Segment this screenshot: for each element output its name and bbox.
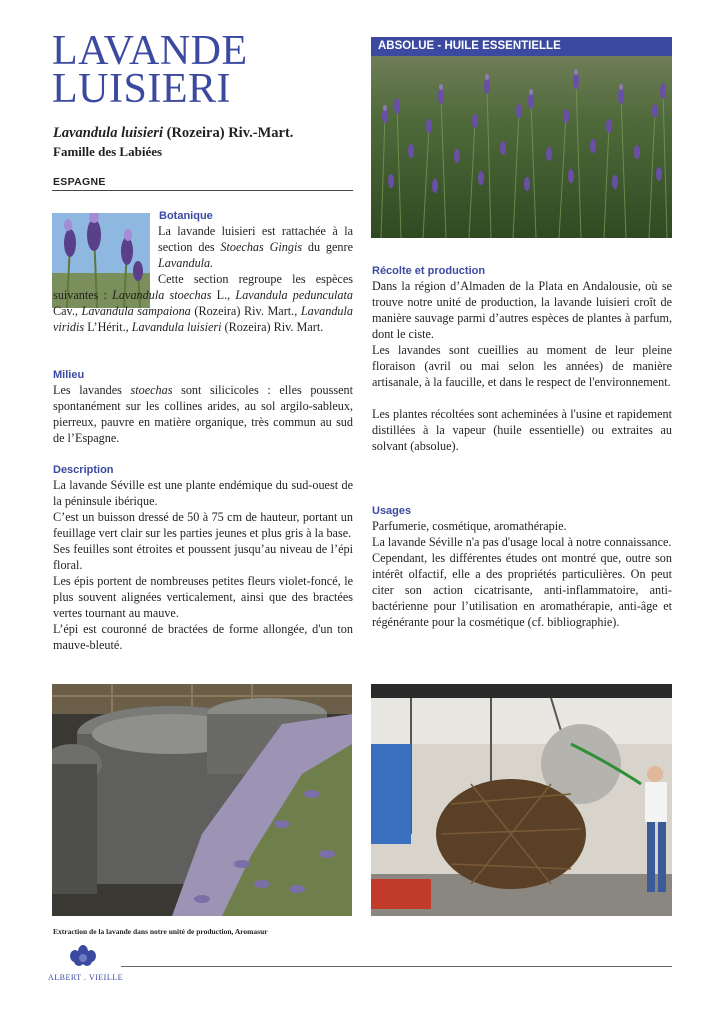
text-run-italic: Stoechas Gingis <box>220 240 303 254</box>
text-run-italic: Lavandula viridis <box>53 304 353 334</box>
albert-vieille-logo <box>66 944 100 972</box>
distillation-vats-photo <box>52 684 352 916</box>
text-run: L’Hérit., <box>84 320 132 334</box>
lavender-field-illustration <box>371 56 672 238</box>
section-heading-milieu: Milieu <box>53 369 85 381</box>
text-run: Cav., <box>53 304 82 318</box>
recolte-text <box>372 278 672 454</box>
footer-divider <box>121 966 672 967</box>
latin-author: (Rozeira) Riv.-Mart. <box>162 125 294 141</box>
section-heading-botanique: Botanique <box>159 210 213 222</box>
logo-emblem <box>66 944 100 972</box>
section-heading-usages: Usages <box>372 505 412 517</box>
section-heading-recolte: Récolte et production <box>372 265 486 277</box>
text-run-italic: Lavandula sampaiona <box>81 304 191 318</box>
usages-paragraph: Parfumerie, cosmétique, aromathérapie. <box>372 519 567 533</box>
photo-caption: Extraction de la lavande dans notre unité de production, Aromasur <box>53 927 268 936</box>
latin-name <box>53 125 293 142</box>
milieu-paragraph <box>53 382 353 446</box>
title-line-1: LAVANDE <box>52 28 248 74</box>
text-run: (Rozeira) Riv. Mart., <box>190 304 301 318</box>
lavender-bale-illustration <box>371 684 672 916</box>
description-paragraph: C’est un buisson dressé de 50 à 75 cm de hauteur, portant un feuillage vert clair sur les parties jeunes et plus gris à la base. <box>53 510 353 540</box>
text-run-italic: Lavandula luisieri <box>131 320 222 334</box>
plant-family: Famille des Labiées <box>53 144 163 159</box>
recolte-paragraph: Dans la région d’Almaden de la Plata en Andalousie, où se trouve notre unité de production, la lavande luisieri croît de manière sauvage parmi d’autres espèces de plantes à parfum, dont le ciste. <box>372 279 672 341</box>
milieu-text <box>53 382 353 446</box>
text-run: sont silicicoles : elles poussent spontanément sur les collines arides, au sol argilo-sableux, pierreux, pauvre en matière organique, très commun au sud de l’Espagne. <box>53 383 353 445</box>
recolte-paragraph: Les plantes récoltées sont acheminées à l'usine et rapidement distillées à la vapeur (huile essentielle) ou extraites au solvant (absolue). <box>372 407 672 453</box>
country-label: ESPAGNE <box>53 176 106 188</box>
usages-paragraph: Cependant, les différentes études ont montré que, outre son intérêt olfactif, elle a des propriétés particulières. On peut citer son action cicatrisante, anti-inflammatoire, anti-bactérienne pour l’utilisation en aromathérapie, anti-âge et régénérante pour la cosmétique (cf. bibliographie). <box>372 551 672 629</box>
text-run: Les lavandes <box>53 383 131 397</box>
text-run: (Rozeira) Riv. Mart. <box>221 320 324 334</box>
text-run-italic: Lavandula stoechas <box>112 288 212 302</box>
lavender-field-photo <box>371 56 672 238</box>
section-heading-description: Description <box>53 464 114 476</box>
text-run-italic: stoechas <box>130 383 173 397</box>
lavender-bale-photo <box>371 684 672 916</box>
description-paragraph: Les épis portent de nombreuses petites fleurs violet-foncé, le plus souvent alignées verticalement, ainsi que des bractées vertes tournant au mauve. <box>53 574 353 620</box>
text-run: L., <box>211 288 236 302</box>
text-run-italic: Lavandula pedunculata <box>235 288 354 302</box>
text-run-italic: Lavandula. <box>158 256 214 270</box>
description-paragraph: Ses feuilles sont étroites et poussent jusqu’au niveau de l’épi floral. <box>53 542 353 572</box>
distillation-vats-illustration <box>52 684 352 916</box>
botanique-paragraph-1 <box>158 223 353 271</box>
text-run: La lavande luisieri est rattachée à la section des <box>158 224 353 254</box>
country-divider <box>52 190 353 191</box>
text-run: du genre <box>302 240 353 254</box>
description-paragraph: La lavande Séville est une plante endémique du sud-ouest de la péninsule ibérique. <box>53 478 353 508</box>
product-type-banner: ABSOLUE - HUILE ESSENTIELLE <box>371 37 672 56</box>
text-run: Cette section regroupe les espèces suivantes : <box>53 272 353 302</box>
recolte-paragraph: Les lavandes sont cueillies au moment de leur pleine floraison (avril ou mai selon les années) de manière artisanale, à la faucille, et dans le respect de l'environnement. <box>372 343 672 389</box>
latin-genus-species: Lavandula luisieri <box>53 125 163 141</box>
usages-text <box>372 518 672 630</box>
description-text <box>53 477 353 653</box>
botanique-text <box>158 223 353 271</box>
logo-wordmark: ALBERT . VIEILLE <box>48 973 123 982</box>
botanique-paragraph-2 <box>53 271 353 335</box>
page-title <box>52 28 248 112</box>
usages-paragraph: La lavande Séville n'a pas d'usage local à notre connaissance. <box>372 535 672 549</box>
title-line-2: LUISIERI <box>52 66 231 112</box>
description-paragraph: L’épi est couronné de bractées de forme allongée, d'un ton mauve-bleuté. <box>53 622 353 652</box>
botanique-text-2 <box>53 271 353 335</box>
